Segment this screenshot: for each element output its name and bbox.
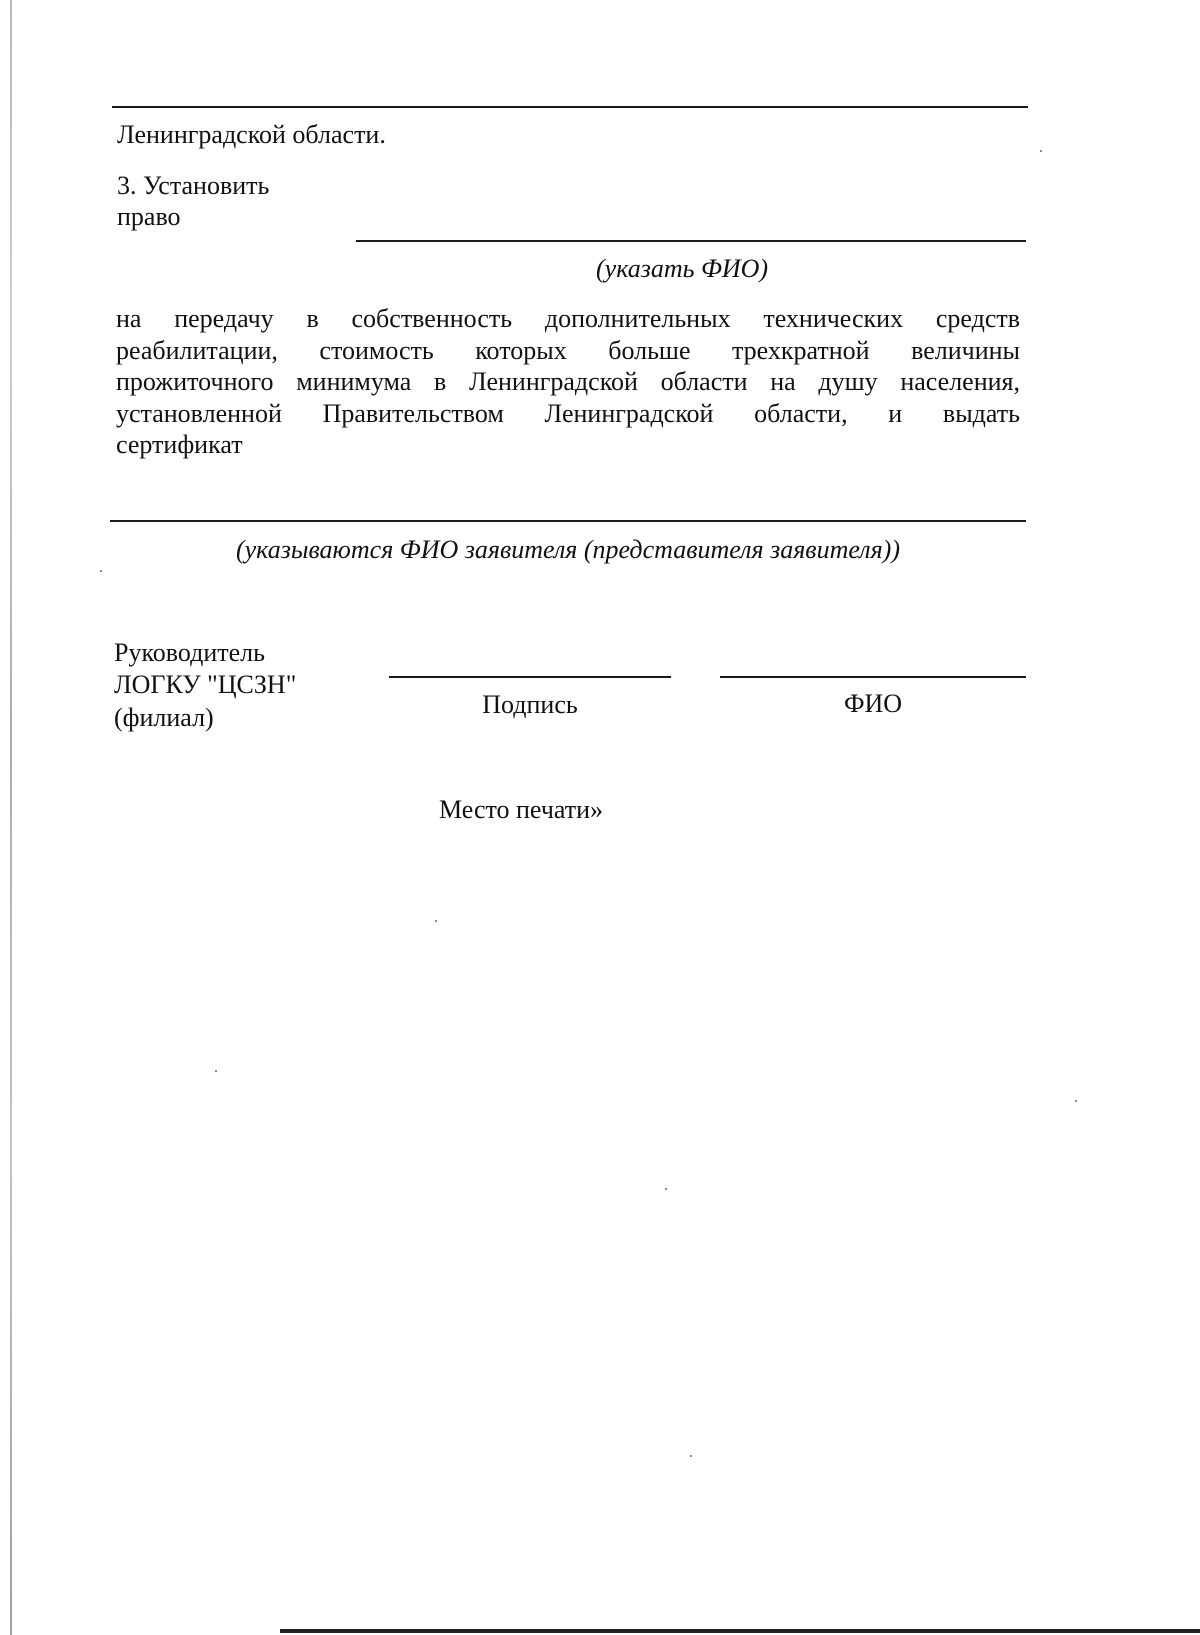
- region-line: Ленинградской области.: [117, 120, 386, 149]
- scan-speck: [435, 920, 437, 922]
- position-line1: Руководитель: [114, 638, 265, 667]
- item3-label-line2: право: [117, 202, 181, 231]
- paragraph-line: установленной Правительством Ленинградской области, и выдать: [116, 398, 1020, 428]
- paragraph-line: сертификат: [116, 430, 243, 459]
- scan-bottom-edge: [280, 1629, 1200, 1633]
- applicant-fill-line: [110, 520, 1026, 522]
- item3-label-line1: 3. Установить: [117, 171, 270, 200]
- scan-left-edge: [10, 0, 12, 1635]
- applicant-hint: (указываются ФИО заявителя (представителя заявителя)): [235, 535, 900, 564]
- scan-speck: [1040, 150, 1042, 152]
- position-line3: (филиал): [114, 703, 214, 732]
- fio-hint: (указать ФИО): [596, 254, 769, 283]
- fio-fill-line: [356, 240, 1026, 242]
- signature-label: Подпись: [482, 690, 578, 719]
- paragraph-line: прожиточного минимума в Ленинградской области на душу населения,: [116, 367, 1020, 396]
- top-rule: [112, 106, 1028, 108]
- signature-fill-line: [389, 676, 671, 678]
- position-line2: ЛОГКУ "ЦСЗН": [114, 670, 297, 699]
- paragraph-line: реабилитации, стоимость которых больше трехкратной величины: [116, 335, 1020, 365]
- scan-speck: [100, 570, 102, 572]
- fio-label: ФИО: [843, 689, 903, 718]
- scan-speck: [215, 1070, 217, 1072]
- scan-speck: [690, 1455, 692, 1457]
- scan-speck: [1075, 1100, 1077, 1102]
- scan-speck: [665, 1188, 667, 1190]
- paragraph-line: на передачу в собственность дополнительных технических средств: [116, 304, 1020, 333]
- stamp-place: Место печати»: [439, 795, 604, 824]
- fio-signature-fill-line: [720, 676, 1026, 678]
- main-paragraph: [116, 303, 1020, 461]
